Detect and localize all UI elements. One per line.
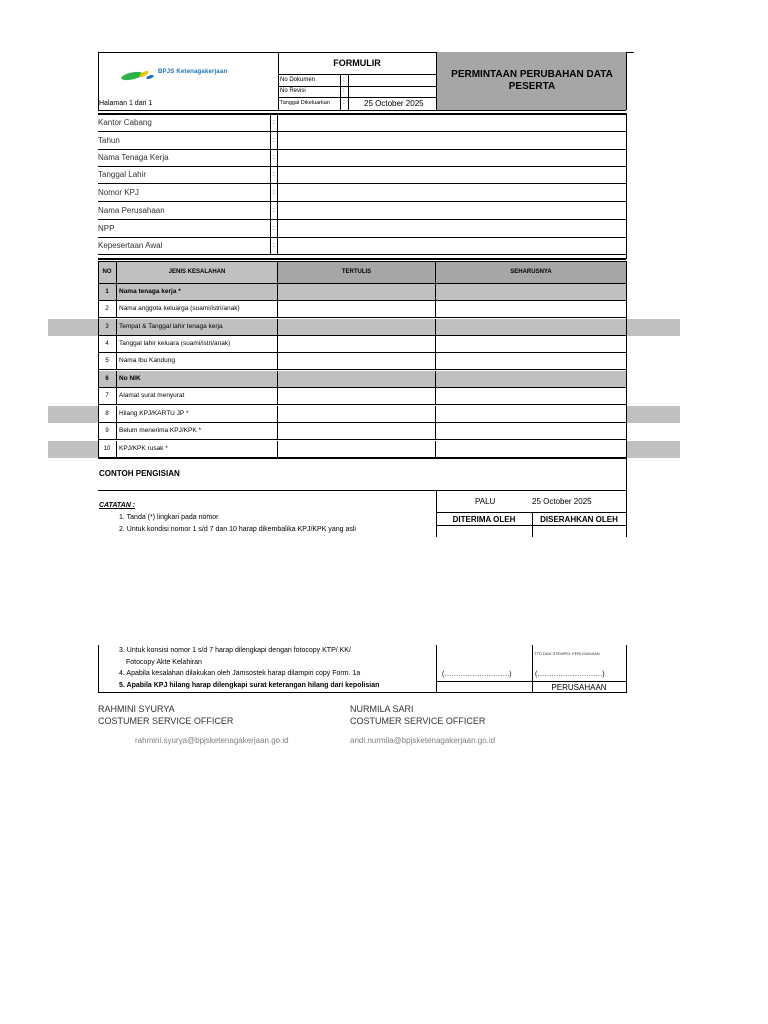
catatan-item: 4. Apabila kesalahan dilakukan oleh Jamsostek harap dilampiri copy Form. 1a [119, 670, 361, 677]
catatan-item: 2. Untuk kondisi nomor 1 s/d 7 dan 10 harap dikembalika KPJ/KPK yang asli [119, 526, 356, 533]
row-tertulis[interactable] [278, 388, 436, 404]
row-seharusnya[interactable] [436, 336, 626, 352]
field-colon: : [270, 184, 278, 201]
row-tertulis[interactable] [278, 371, 436, 387]
officer-name: NURMILA SARI [350, 704, 414, 714]
company-label: PERUSAHAAN [551, 683, 607, 692]
meta-doc-number-label: No Dokumen [280, 77, 316, 83]
row-seharusnya[interactable] [436, 441, 626, 457]
row-tertulis[interactable] [278, 284, 436, 300]
catatan-item: 5. Apabila KPJ hilang harap dilengkapi surat keterangan hilang dari kepolisian [119, 682, 380, 689]
sign-dots-left: (……………………….) [442, 671, 512, 678]
sign-place: PALU [475, 497, 496, 506]
received-by: DITERIMA OLEH [452, 515, 516, 524]
field-label: Kepesertaan Awal [98, 241, 163, 250]
field-label: Tanggal Lahir [98, 170, 147, 179]
catatan-title: CATATAN : [99, 502, 136, 509]
meta-revision-label: No Revisi [280, 88, 306, 94]
row-no: 7 [98, 388, 117, 404]
table-row [98, 353, 626, 370]
field-row [98, 149, 626, 167]
field-colon: : [270, 237, 278, 254]
row-seharusnya[interactable] [436, 371, 626, 387]
officer-name: RAHMINI SYURYA [98, 704, 175, 714]
stamp-note: TTD DAN STEMPEL PERUSAHAAN [534, 651, 600, 656]
catatan-item: Fotocopy Akte Kelahiran [126, 659, 202, 666]
field-colon: : [270, 149, 278, 166]
row-seharusnya[interactable] [436, 423, 626, 439]
table-row [98, 319, 626, 336]
field-row [98, 132, 626, 150]
row-no: 4 [98, 336, 117, 352]
row-tertulis[interactable] [278, 441, 436, 457]
row-tertulis[interactable] [278, 301, 436, 317]
meta-issued-label: Tanggal Dikeluarkan [280, 100, 330, 106]
page-info: Halaman 1 dari 1 [99, 100, 153, 107]
row-no: 8 [98, 406, 117, 422]
officer-email[interactable]: andi.nurmila@bpjsketenagakerjaan.go.id [350, 736, 496, 745]
row-jenis: Alamat surat menyurat [117, 388, 278, 404]
row-no: 1 [98, 284, 117, 300]
row-jenis: Tempat & Tanggal lahir tenaga kerja [117, 319, 278, 335]
officer-title: COSTUMER SERVICE OFFICER [350, 716, 486, 726]
field-label: Nama Perusahaan [98, 206, 165, 215]
col-seharusnya: SEHARUSNYA [510, 269, 552, 275]
col-jenis: JENIS KESALAHAN [117, 262, 278, 283]
field-colon: : [270, 220, 278, 237]
table-header [98, 261, 626, 284]
row-no: 2 [98, 301, 117, 317]
table-row [98, 301, 626, 318]
field-colon: : [270, 132, 278, 149]
row-tertulis[interactable] [278, 406, 436, 422]
sign-date: 25 October 2025 [532, 497, 592, 506]
meta-revision-colon: : [343, 88, 345, 94]
row-jenis: No NIK [117, 371, 278, 387]
doc-title-box [436, 52, 626, 110]
field-row [98, 202, 626, 220]
table-row [98, 284, 626, 301]
form-title: FORMULIR [333, 58, 381, 68]
row-seharusnya[interactable] [436, 284, 626, 300]
row-tertulis[interactable] [278, 319, 436, 335]
row-seharusnya[interactable] [436, 319, 626, 335]
field-colon: : [270, 166, 278, 183]
field-row [98, 114, 626, 132]
bpjs-logo [120, 68, 240, 84]
row-no: 5 [98, 353, 117, 369]
row-jenis: Hilang KPJ/KARTU JP * [117, 406, 278, 422]
field-label: Nama Tenaga Kerja [98, 153, 169, 162]
doc-title: PERMINTAAN PERUBAHAN DATA PESERTA [451, 69, 613, 92]
row-jenis: Nama tenaga kerja * [117, 284, 278, 300]
table-row [98, 371, 626, 388]
field-label: NPP [98, 224, 115, 233]
table-row [98, 336, 626, 353]
table-row [98, 406, 626, 423]
handed-by: DISERAHKAN OLEH [540, 515, 618, 524]
row-no: 6 [98, 371, 117, 387]
officer-email[interactable]: rahmini.syurya@bpjsketenagakerjaan.go.id [135, 736, 289, 745]
row-seharusnya[interactable] [436, 301, 626, 317]
row-no: 3 [98, 319, 117, 335]
row-jenis: Nama Ibu Kandung [117, 353, 278, 369]
field-label: Nomor KPJ [98, 188, 139, 197]
officer-title: COSTUMER SERVICE OFFICER [98, 716, 234, 726]
row-no: 10 [98, 441, 117, 457]
sign-dots-right: (……………………….) [535, 671, 605, 678]
col-tertulis: TERTULIS [278, 262, 436, 283]
row-no: 9 [98, 423, 117, 439]
field-label: Tahun [98, 136, 120, 145]
field-row [98, 220, 626, 238]
row-tertulis[interactable] [278, 423, 436, 439]
table-row [98, 423, 626, 440]
row-jenis: Tanggal lahir keluara (suami/istri/anak) [117, 336, 278, 352]
row-jenis: Nama anggota keluarga (suami/istri/anak) [117, 301, 278, 317]
row-seharusnya[interactable] [436, 388, 626, 404]
field-row [98, 166, 626, 184]
catatan-item: 1. Tanda (*) lingkari pada nomor [119, 514, 219, 521]
logo-text: BPJS Ketenagakerjaan [158, 69, 228, 75]
contoh-pengisian: CONTOH PENGISIAN [99, 469, 180, 478]
row-seharusnya[interactable] [436, 353, 626, 369]
row-seharusnya[interactable] [436, 406, 626, 422]
bpjs-logo-icon [120, 68, 160, 82]
row-jenis: KPJ/KPK rusak * [117, 441, 278, 457]
row-tertulis[interactable] [278, 353, 436, 369]
table-row [98, 441, 626, 458]
row-tertulis[interactable] [278, 336, 436, 352]
meta-issued-colon: : [343, 100, 345, 106]
table-row [98, 388, 626, 405]
field-colon: : [270, 202, 278, 219]
field-colon: : [270, 114, 278, 131]
field-row [98, 184, 626, 202]
row-jenis: Belum menerima KPJ/KPK * [117, 423, 278, 439]
field-row [98, 237, 626, 255]
col-no: NO [98, 262, 117, 283]
field-label: Kantor Cabang [98, 118, 152, 127]
catatan-item: 3. Untuk konsisi nomor 1 s/d 7 harap dilengkapi dengan fotocopy KTP/ KK/ [119, 647, 351, 654]
meta-issued-value: 25 October 2025 [364, 99, 424, 108]
meta-doc-number-colon: : [343, 77, 345, 83]
